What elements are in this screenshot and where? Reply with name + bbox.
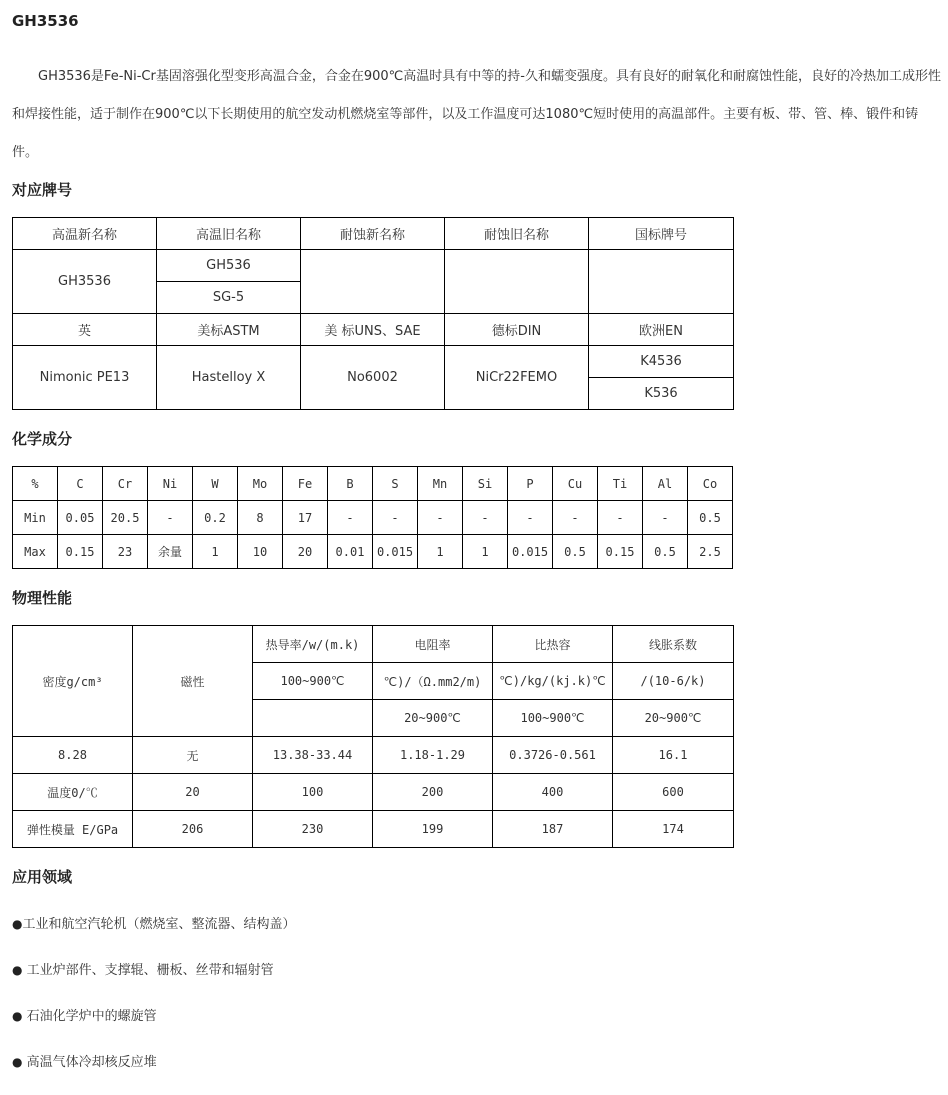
- grades-header-cell: 德标DIN: [445, 314, 589, 346]
- phys-heading: 物理性能: [12, 589, 73, 607]
- chem-min-cell: 20.5: [103, 501, 148, 535]
- chem-max-cell: 1: [463, 535, 508, 569]
- chem-min-cell: -: [598, 501, 643, 535]
- grade-old-name: GH536: [157, 250, 301, 282]
- chem-header-cell: C: [58, 467, 103, 501]
- chem-min-cell: Min: [13, 501, 58, 535]
- chem-max-cell: 2.5: [688, 535, 733, 569]
- grades-header-cell: 美 标UNS、SAE: [301, 314, 445, 346]
- chem-max-cell: 0.5: [553, 535, 598, 569]
- grade-empty-cell: [589, 250, 734, 314]
- chem-min-cell: -: [328, 501, 373, 535]
- phys-value-cell: 无: [133, 737, 253, 774]
- modulus-row-cell: 弹性模量 E/GPa: [13, 811, 133, 848]
- list-item-text: 高温气体冷却核反应堆: [26, 1055, 157, 1070]
- phys-value-cell: 0.3726-0.561: [493, 737, 613, 774]
- chem-max-cell: 10: [238, 535, 283, 569]
- list-item-text: 石油化学炉中的螺旋管: [26, 1009, 157, 1024]
- grade-cell: No6002: [301, 346, 445, 410]
- apps-heading: 应用领域: [12, 868, 73, 886]
- chem-header-cell: Mn: [418, 467, 463, 501]
- resistivity-header: 电阻率: [373, 626, 493, 663]
- phys-empty-cell: [253, 700, 373, 737]
- chem-max-cell: 0.5: [643, 535, 688, 569]
- grade-eu-cell: K536: [589, 378, 734, 410]
- grade-cell: Hastelloy X: [157, 346, 301, 410]
- density-header: 密度g/cm³: [13, 626, 133, 737]
- chem-max-cell: 0.01: [328, 535, 373, 569]
- magnetic-header: 磁性: [133, 626, 253, 737]
- list-item: [12, 913, 296, 932]
- list-item: [12, 1005, 157, 1024]
- grades-heading: 对应牌号: [12, 181, 73, 199]
- chem-header-cell: P: [508, 467, 553, 501]
- resistivity-unit: ℃)/（Ω.mm2/m): [373, 663, 493, 700]
- phys-value-cell: 1.18-1.29: [373, 737, 493, 774]
- grades-header-cell: 欧洲EN: [589, 314, 734, 346]
- expansion-unit: /(10-6/k): [613, 663, 734, 700]
- grades-table: [12, 217, 734, 410]
- chem-max-cell: 23: [103, 535, 148, 569]
- chem-min-cell: 8: [238, 501, 283, 535]
- chem-header-cell: Mo: [238, 467, 283, 501]
- chem-min-cell: 0.05: [58, 501, 103, 535]
- modulus-row-cell: 187: [493, 811, 613, 848]
- chem-header-cell: Ni: [148, 467, 193, 501]
- chem-header-cell: Si: [463, 467, 508, 501]
- phys-value-cell: 13.38-33.44: [253, 737, 373, 774]
- grade-old-name: SG-5: [157, 282, 301, 314]
- grade-cell: NiCr22FEMO: [445, 346, 589, 410]
- temp-row-cell: 20: [133, 774, 253, 811]
- list-item-text: 工业和航空汽轮机（燃烧室、整流器、结构盖）: [22, 917, 296, 932]
- chem-max-cell: 余量: [148, 535, 193, 569]
- chem-min-cell: 0.5: [688, 501, 733, 535]
- phys-value-cell: 16.1: [613, 737, 734, 774]
- thermal-cond-header: 热导率/w/(m.k): [253, 626, 373, 663]
- chem-header-cell: S: [373, 467, 418, 501]
- grade-cell: Nimonic PE13: [13, 346, 157, 410]
- grades-header-cell: 美标ASTM: [157, 314, 301, 346]
- grade-new-name: GH3536: [13, 250, 157, 314]
- list-item: [12, 959, 274, 978]
- chem-table: [12, 466, 733, 569]
- chem-min-cell: 17: [283, 501, 328, 535]
- chem-min-cell: -: [418, 501, 463, 535]
- chem-max-cell: 1: [418, 535, 463, 569]
- grades-header-cell: 耐蚀旧名称: [445, 218, 589, 250]
- modulus-row-cell: 199: [373, 811, 493, 848]
- chem-min-cell: -: [508, 501, 553, 535]
- chem-min-cell: -: [373, 501, 418, 535]
- modulus-row-cell: 206: [133, 811, 253, 848]
- grade-eu-cell: K4536: [589, 346, 734, 378]
- bullet-icon: ●: [12, 1055, 23, 1069]
- specific-heat-range: 100~900℃: [493, 700, 613, 737]
- chem-header-cell: %: [13, 467, 58, 501]
- chem-header-cell: Al: [643, 467, 688, 501]
- chem-min-cell: 0.2: [193, 501, 238, 535]
- chem-min-cell: -: [148, 501, 193, 535]
- grade-empty-cell: [445, 250, 589, 314]
- expansion-range: 20~900℃: [613, 700, 734, 737]
- thermal-cond-range: 100~900℃: [253, 663, 373, 700]
- chem-header-cell: Fe: [283, 467, 328, 501]
- chem-max-cell: 0.15: [58, 535, 103, 569]
- modulus-row-cell: 230: [253, 811, 373, 848]
- chem-min-cell: -: [643, 501, 688, 535]
- chem-max-cell: 20: [283, 535, 328, 569]
- page-title: GH3536: [12, 12, 79, 30]
- temp-row-cell: 100: [253, 774, 373, 811]
- intro-text: GH3536是Fe-Ni-Cr基固溶强化型变形高温合金，合金在900℃高温时具有中等的持-久和蠕变强度。具有良好的耐氧化和耐腐蚀性能，良好的冷热加工成形性和焊接性能，适于制作在900℃以下长期使用的航空发动机燃烧室等部件，以及工作温度可达1080℃短时使用的高温部件。主要有板、带、管、棒、锻件和铸件。: [12, 69, 941, 160]
- grades-header-cell: 高温旧名称: [157, 218, 301, 250]
- modulus-row-cell: 174: [613, 811, 734, 848]
- chem-header-cell: Cr: [103, 467, 148, 501]
- chem-min-cell: -: [463, 501, 508, 535]
- bullet-icon: ●: [12, 963, 23, 977]
- chem-max-cell: Max: [13, 535, 58, 569]
- chem-min-cell: -: [553, 501, 598, 535]
- chem-header-cell: B: [328, 467, 373, 501]
- grades-header-cell: 高温新名称: [13, 218, 157, 250]
- grade-empty-cell: [301, 250, 445, 314]
- list-item-text: 工业炉部件、支撑辊、栅板、丝带和辐射管: [26, 963, 274, 978]
- chem-header-cell: Co: [688, 467, 733, 501]
- grades-header-cell: 英: [13, 314, 157, 346]
- grades-header-cell: 国标牌号: [589, 218, 734, 250]
- phys-value-cell: 8.28: [13, 737, 133, 774]
- temp-row-cell: 400: [493, 774, 613, 811]
- chem-heading: 化学成分: [12, 430, 73, 448]
- bullet-icon: ●: [12, 1009, 23, 1023]
- temp-row-cell: 温度0/℃: [13, 774, 133, 811]
- chem-header-cell: Ti: [598, 467, 643, 501]
- grades-header-cell: 耐蚀新名称: [301, 218, 445, 250]
- list-item: [12, 1051, 157, 1070]
- temp-row-cell: 200: [373, 774, 493, 811]
- chem-header-cell: Cu: [553, 467, 598, 501]
- specific-heat-unit: ℃)/kg/(kj.k)℃: [493, 663, 613, 700]
- chem-max-cell: 0.015: [508, 535, 553, 569]
- temp-row-cell: 600: [613, 774, 734, 811]
- chem-max-cell: 0.15: [598, 535, 643, 569]
- intro-paragraph: [12, 58, 942, 172]
- bullet-icon: ●: [12, 917, 23, 931]
- resistivity-range: 20~900℃: [373, 700, 493, 737]
- chem-max-cell: 0.015: [373, 535, 418, 569]
- expansion-header: 线胀系数: [613, 626, 734, 663]
- chem-max-cell: 1: [193, 535, 238, 569]
- chem-header-cell: W: [193, 467, 238, 501]
- phys-table: [12, 625, 734, 848]
- specific-heat-header: 比热容: [493, 626, 613, 663]
